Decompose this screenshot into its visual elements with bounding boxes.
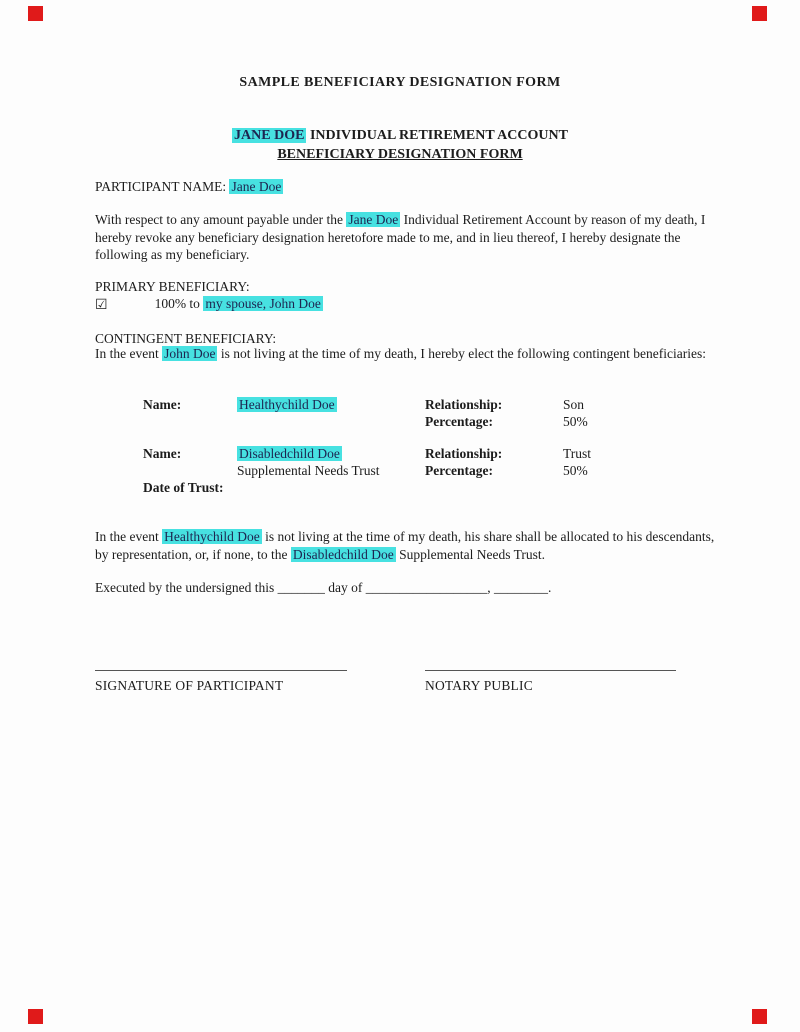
primary-beneficiary-heading: PRIMARY BENEFICIARY: <box>95 279 250 294</box>
row1-relationship-label: Relationship: <box>425 397 503 412</box>
allocation-pre: In the event <box>95 529 163 544</box>
row1-name-label: Name: <box>143 397 182 412</box>
allocation-post: Supplemental Needs Trust. <box>395 546 546 562</box>
contingent-post: is not living at the time of my death, I hereby elect the following contingent beneficiaries: <box>217 346 706 361</box>
row2-percentage-value: 50% <box>563 463 588 478</box>
intro-owner-highlight: Jane Doe <box>348 212 399 227</box>
contingent-beneficiary-heading: CONTINGENT BENEFICIARY: <box>95 331 277 346</box>
intro-pre: With respect to any amount payable under the <box>95 212 347 227</box>
row2-name-value <box>237 445 342 463</box>
notary-signature-line <box>425 670 676 671</box>
checked-checkbox-icon: ☑ <box>95 297 108 313</box>
corner-marker-top-left <box>28 6 43 21</box>
row2-relationship-label: Relationship: <box>425 446 503 461</box>
row2-name-subtext: Supplemental Needs Trust <box>237 463 380 478</box>
form-heading-line1-rest: INDIVIDUAL RETIREMENT ACCOUNT <box>306 128 568 143</box>
row1-name-value <box>237 396 337 414</box>
row2-percentage-label: Percentage: <box>425 463 493 478</box>
row1-percentage-label: Percentage: <box>425 414 493 429</box>
row2-name-label: Name: <box>143 446 182 461</box>
document-title: SAMPLE BENEFICIARY DESIGNATION FORM <box>239 75 561 90</box>
primary-allocation-pre: 100% to <box>154 296 204 311</box>
participant-name-line <box>95 178 283 196</box>
allocation-healthychild-highlight: Healthychild Doe <box>164 529 260 544</box>
participant-signature-label: SIGNATURE OF PARTICIPANT <box>95 678 284 693</box>
primary-allocation-text <box>155 296 323 311</box>
contingent-pre: In the event <box>95 346 163 361</box>
participant-name-value: Jane Doe <box>231 179 282 194</box>
intro-paragraph <box>95 211 711 264</box>
row1-relationship-value: Son <box>563 397 585 412</box>
contingent-intro-paragraph <box>95 345 711 363</box>
row2-relationship-value: Trust <box>563 446 592 461</box>
row1-percentage-value: 50% <box>563 414 588 429</box>
allocation-disabledchild-highlight: Disabledchild Doe <box>292 546 394 562</box>
date-of-trust-label: Date of Trust: <box>143 480 224 495</box>
participant-signature-line <box>95 670 347 671</box>
notary-signature-label: NOTARY PUBLIC <box>425 678 533 693</box>
row1-name-highlight: Healthychild Doe <box>239 397 335 412</box>
allocation-mid: is not living at the time of my death, his share shall be allocated to his descendants, by representation, or, if none, to the <box>95 529 715 562</box>
primary-spouse-highlight: my spouse, John Doe <box>205 296 321 311</box>
form-heading-line2-text: BENEFICIARY DESIGNATION FORM <box>277 147 523 162</box>
form-heading-line1 <box>0 127 800 145</box>
primary-beneficiary-row <box>95 295 323 315</box>
corner-marker-top-right <box>752 6 767 21</box>
allocation-paragraph <box>95 528 723 563</box>
contingent-spouse-highlight: John Doe <box>164 346 216 361</box>
participant-name-label: PARTICIPANT NAME: <box>95 179 230 194</box>
intro-post: Individual Retirement Account by reason of my death, I hereby revoke any beneficiary designation heretofore made to me, and in lieu thereof, I hereby designate the following as my beneficiary. <box>95 212 706 262</box>
row2-name-highlight: Disabledchild Doe <box>239 446 340 461</box>
corner-marker-bottom-right <box>752 1009 767 1024</box>
account-owner-highlight: JANE DOE <box>234 128 305 143</box>
form-heading-line2 <box>0 146 800 164</box>
corner-marker-bottom-left <box>28 1009 43 1024</box>
execution-date-line: Executed by the undersigned this _______ day of __________________, ________. <box>95 580 552 595</box>
